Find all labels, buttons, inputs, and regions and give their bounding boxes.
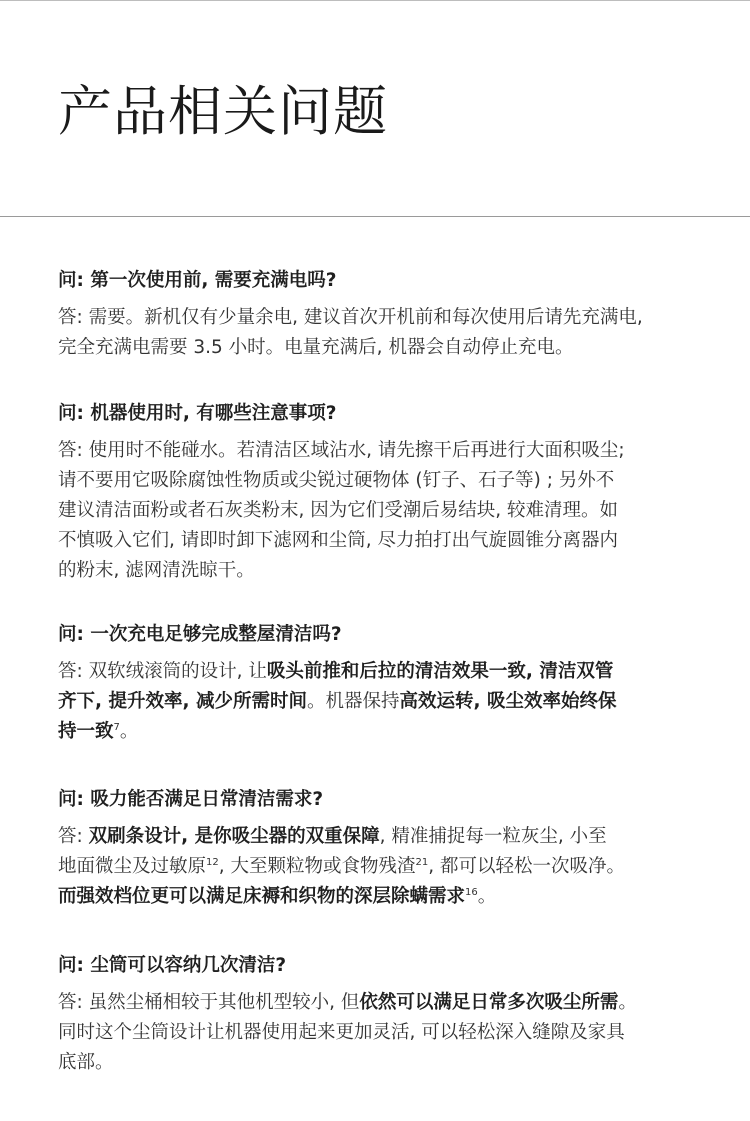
- faq-question: 问: 一次充电足够完成整屋清洁吗?: [58, 624, 342, 645]
- faq-answer: [58, 988, 708, 1078]
- answer-text: 。: [618, 992, 637, 1013]
- answer-line: [58, 1018, 708, 1048]
- answer-text: 地面微尘及过敏原: [58, 856, 207, 877]
- answer-line: [58, 466, 708, 496]
- emphasis-text: 齐下, 提升效率, 减少所需时间: [58, 691, 307, 712]
- answer-text: , 都可以轻松一次吸净。: [428, 856, 626, 877]
- answer-text: 不慎吸入它们, 请即时卸下滤网和尘筒, 尽力拍打出气旋圆锥分离器内: [58, 530, 619, 551]
- answer-line: [58, 526, 708, 556]
- answer-text: 底部。: [58, 1052, 114, 1073]
- faq-question: 问: 尘筒可以容纳几次清洁?: [58, 955, 287, 976]
- answer-line: [58, 657, 708, 687]
- answer-text: 同时这个尘筒设计让机器使用起来更加灵活, 可以轻松深入缝隙及家具: [58, 1022, 625, 1043]
- emphasis-text: 而强效档位更可以满足床褥和织物的深层除螨需求: [58, 886, 466, 907]
- faq-question: 问: 吸力能否满足日常清洁需求?: [58, 789, 324, 810]
- answer-text: 请不要用它吸除腐蚀性物质或尖锐过硬物体 (钉子、石子等) ; 另外不: [58, 470, 615, 491]
- answer-line: [58, 988, 708, 1018]
- answer-text: 答: 使用时不能碰水。若清洁区域沾水, 请先擦干后再进行大面积吸尘;: [58, 440, 625, 461]
- title-divider: [0, 216, 750, 217]
- answer-line: [58, 852, 708, 882]
- answer-line: [58, 717, 708, 747]
- faq-answer: [58, 303, 708, 363]
- answer-text: , 大至颗粒物或食物残渣: [218, 856, 416, 877]
- faq-item: [58, 401, 708, 586]
- answer-line: [58, 496, 708, 526]
- answer-text: 建议清洁面粉或者石灰类粉末, 因为它们受潮后易结块, 较难清理。如: [58, 500, 619, 521]
- answer-text: , 精准捕捉每一粒灰尘, 小至: [379, 826, 607, 847]
- page-title: 产品相关问题: [58, 80, 388, 143]
- faq-item: [58, 953, 708, 1078]
- answer-line: [58, 556, 708, 586]
- answer-text: 答: 虽然尘桶相较于其他机型较小, 但: [58, 992, 360, 1013]
- answer-text: 答:: [58, 826, 89, 847]
- answer-line: [58, 1048, 708, 1078]
- footnote-marker: 12: [206, 856, 219, 868]
- emphasis-text: 持一致: [58, 721, 114, 742]
- answer-line: [58, 882, 708, 912]
- answer-line: [58, 333, 708, 363]
- answer-text: 。: [477, 886, 497, 907]
- faq-item: [58, 787, 708, 912]
- answer-text: 答: 需要。新机仅有少量余电, 建议首次开机前和每次使用后请先充满电,: [58, 307, 643, 328]
- faq-question: 问: 第一次使用前, 需要充满电吗?: [58, 270, 337, 291]
- answer-text: 的粉末, 滤网清洗晾干。: [58, 560, 255, 581]
- emphasis-text: 高效运转, 吸尘效率始终保: [399, 691, 617, 712]
- top-divider: [0, 0, 750, 1]
- footnote-marker: 16: [465, 886, 478, 898]
- faq-answer: [58, 657, 708, 747]
- emphasis-text: 双刷条设计, 是你吸尘器的双重保障: [88, 826, 380, 847]
- answer-line: [58, 303, 708, 333]
- answer-text: 答: 双软绒滚筒的设计, 让: [58, 661, 267, 682]
- emphasis-text: 吸头前推和后拉的清洁效果一致, 清洁双管: [266, 661, 614, 682]
- answer-line: [58, 822, 708, 852]
- faq-answer: [58, 822, 708, 912]
- faq-item: [58, 622, 708, 747]
- answer-line: [58, 436, 708, 466]
- answer-text: 。机器保持: [306, 691, 400, 712]
- answer-line: [58, 687, 708, 717]
- answer-text: 。: [119, 721, 139, 742]
- faq-question: 问: 机器使用时, 有哪些注意事项?: [58, 403, 337, 424]
- faq-answer: [58, 436, 708, 586]
- emphasis-text: 依然可以满足日常多次吸尘所需: [359, 992, 619, 1013]
- answer-text: 完全充满电需要 3.5 小时。电量充满后, 机器会自动停止充电。: [58, 337, 574, 358]
- faq-item: [58, 268, 708, 363]
- footnote-marker: 7: [113, 721, 120, 733]
- footnote-marker: 21: [415, 856, 429, 868]
